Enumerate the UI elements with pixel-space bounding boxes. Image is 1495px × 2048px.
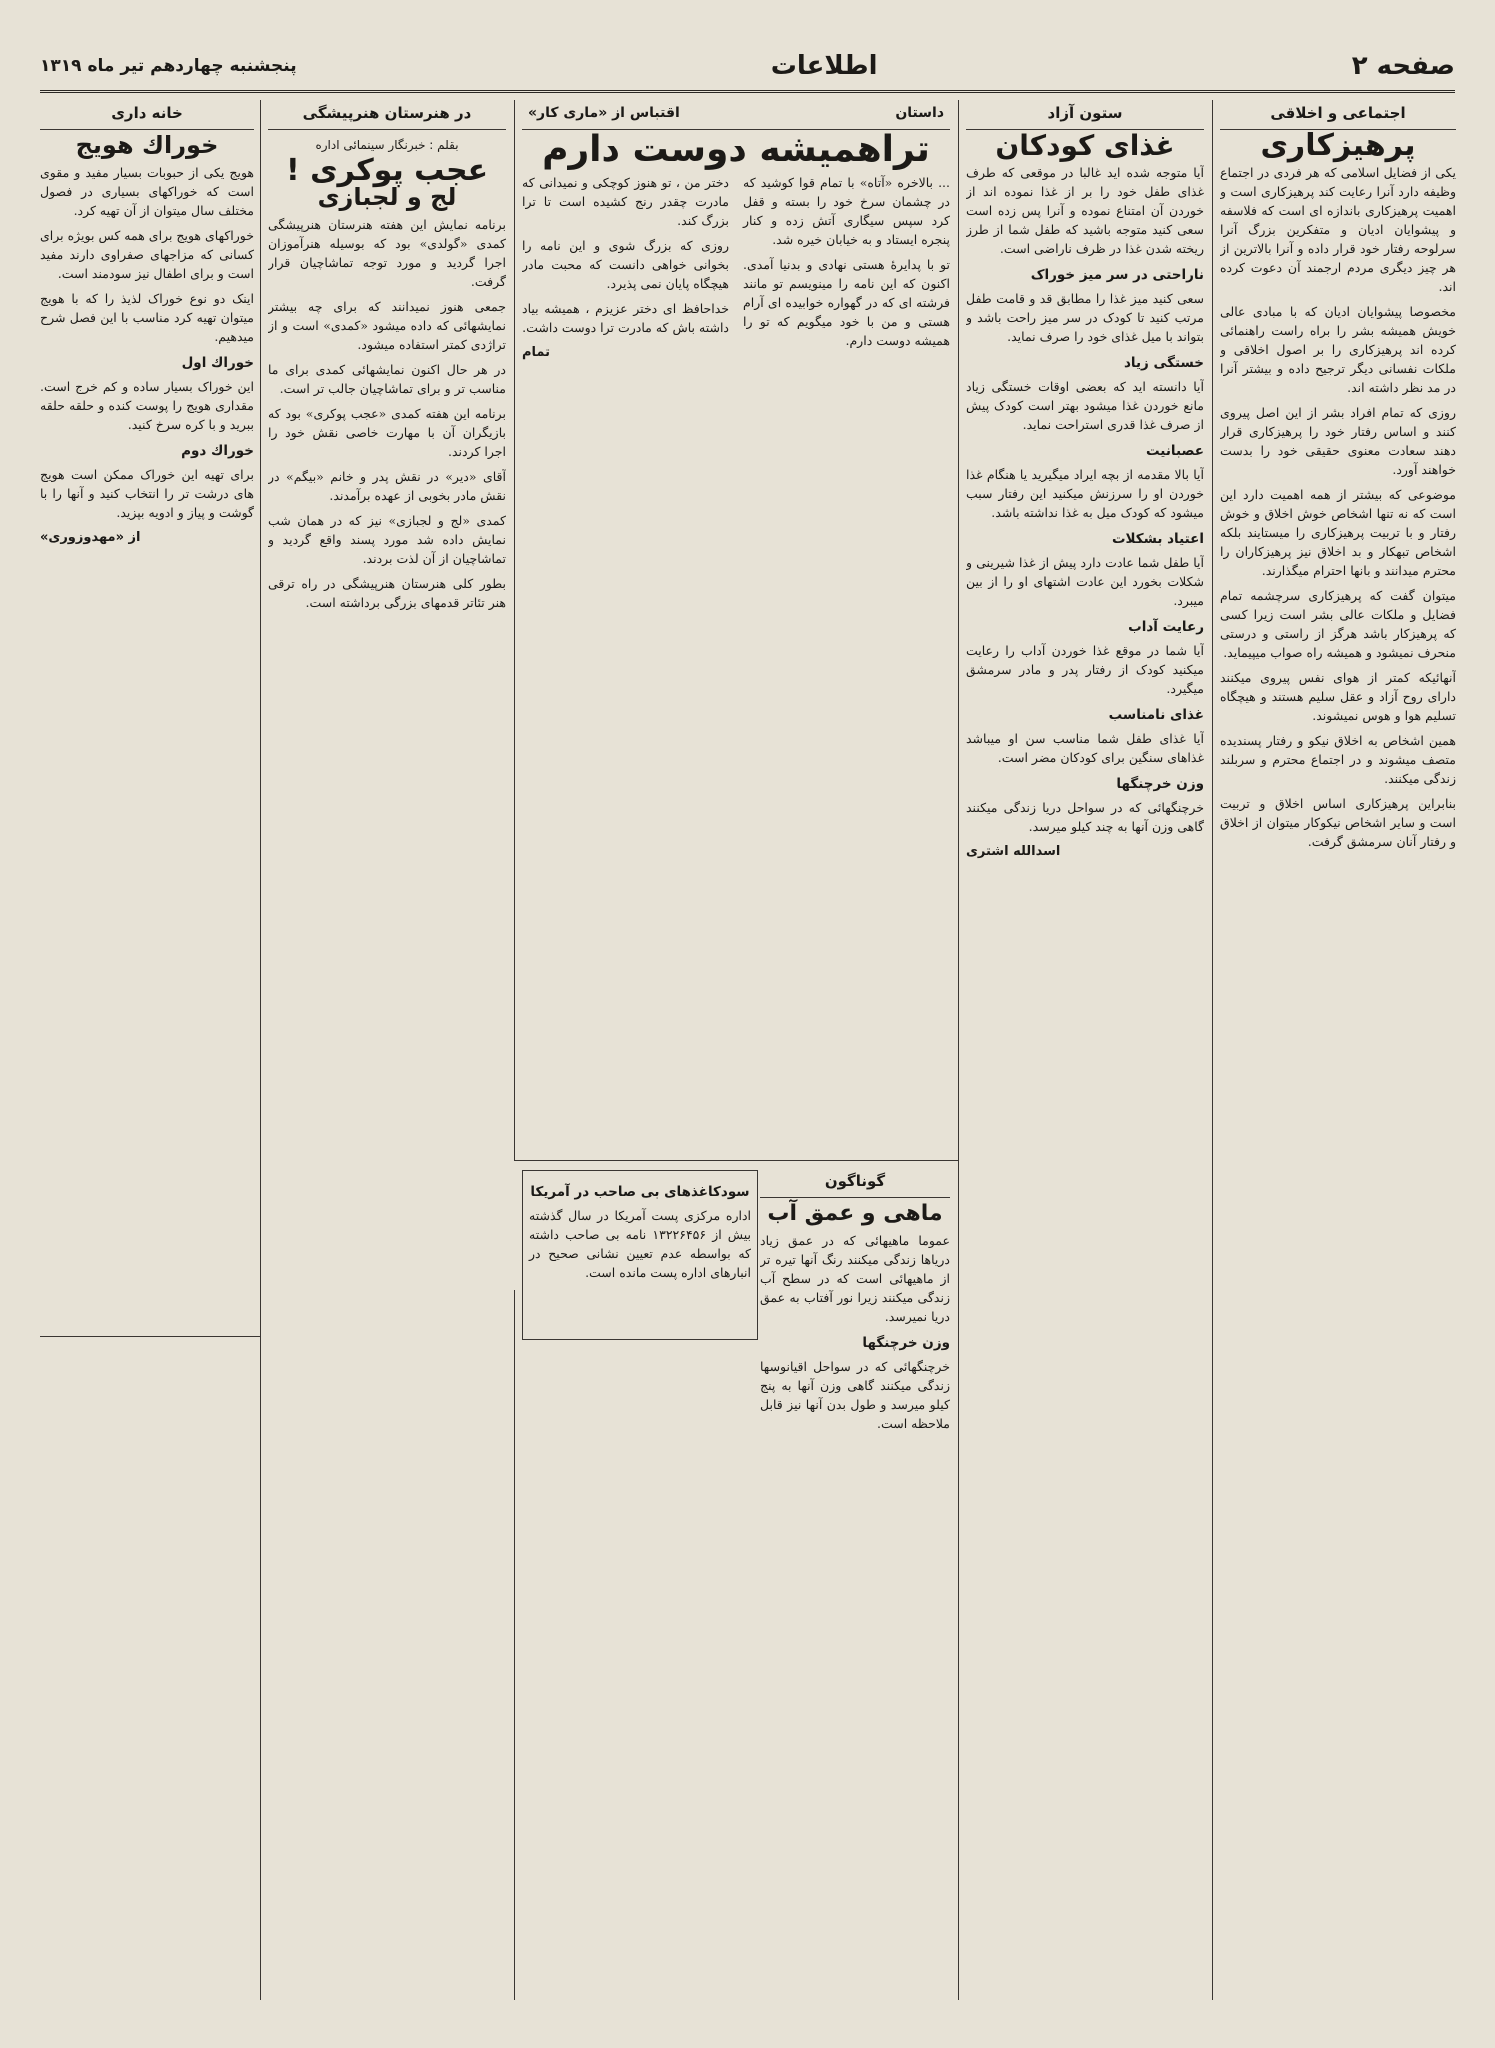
section-label: خانه داری [40,100,254,130]
paragraph: خداحافظ ای دختر عزیزم ، همیشه بیاد داشته باش که مادرت ترا دوست داشت. [522,301,729,335]
subheading: ناراحتی در سر میز خوراک [1030,267,1204,283]
paragraph: یکی از فضایل اسلامی که هر فردی در اجتماع وظیفه دارد آنرا رعایت کند پرهیزکاری است و اهمیت پرهیزکاری باندازه ای است که فلاسفه و پیشوایان ادیان و متفکرین بزرگ آنرا سرلوحه رفتار خود قرار داده و آنرا بالاترین از هر چیز دیگری مردم ارجمند آن دعوت کرده اند. [1220,165,1456,294]
subheading: خستگی زیاد [1123,355,1204,371]
column-story [522,100,950,1150]
paragraph: مخصوصا پیشوایان ادیان که با مبادی عالی خویش همیشه بشر را براه راست راهنمائی کرده اند پرهیزکاری را بر اصول اخلاقی و ملکات نفسانی دیگر ترجیح داده و بیشتر آنرا در مد نظر داشته اند. [1220,304,1456,395]
article-title: ماهی و عمق آب [767,1201,943,1226]
author-signature: اسدالله اشتری [966,844,1061,859]
article-title: عجب پوکری ! [285,153,489,188]
page-number: صفحه ۲ [1351,51,1455,81]
paragraph: آیا دانسته اید که بعضی اوقات خستگی زیاد مانع خوردن غذا میشود بهتر است کودک پیش از صرف غذا قدری استراحت نماید. [966,379,1204,432]
paragraph: برنامه نمایش این هفته هنرستان هنرپیشگی کمدی «گولدی» بود که بوسیله هنرآموزان اجرا گردید و مورد توجه تماشاچیان قرار گرفت. [268,217,506,289]
paragraph: آقای «دیر» در نقش پدر و خانم «بیگم» در نقش مادر بخوبی از عهده برآمدند. [268,469,506,503]
subheading: خوراك دوم [181,443,254,459]
paragraph: روزی که بزرگ شوی و این نامه را بخوانی خواهی دانست که محبت مادر هیچگاه پایان نمی پذیرد. [522,238,729,291]
paragraph: ... بالاخره «آتاه» با تمام قوا کوشید که در چشمان سرخ خود را بسته و قفل کرد سپس سیگاری آتش زده و کنار پنجره ایستاد و به خیابان خیره شد. [743,175,950,247]
article-title: غذای کودکان [995,129,1175,162]
paragraph: خرچنگهائی که در سواحل اقیانوسها زندگی میکنند گاهی وزن آنها به پنج کیلو میرسد و طول بدن آنها نیز قابل ملاحظه است. [760,1359,950,1431]
column-rule [958,100,959,2000]
subheading: عصبانیت [1146,443,1204,459]
paragraph: اداره مرکزی پست آمریکا در سال گذشته بیش از ۱۳۲۲۶۴۵۶ نامه بی صاحب داشته که بواسطه عدم تعیین نشانی صحیح در انبارهای اداره پست مانده است. [529,1208,751,1280]
paragraph: همین اشخاص به اخلاق نیکو و رفتار پسندیده متصف میشوند و در اجتماع محترم و سربلند زندگی میکنند. [1220,733,1456,786]
section-rule [40,1336,260,1337]
section-label: ستون آزاد [966,100,1204,130]
column-rule [260,100,261,2000]
paragraph: بطور کلی هنرستان هنرپیشگی در راه ترقی هنر تئاتر قدمهای بزرگی برداشته است. [268,576,506,610]
column-rule [1212,100,1213,2000]
column-ethics [1220,100,1456,2000]
paragraph: آیا بالا مقدمه از بچه ایراد میگیرید یا هنگام غذا خوردن او را سرزنش میکنید این رفتار سبب میشود که کودک میل به غذا نداشته باشد. [966,467,1204,520]
paragraph: خوراکهای هویج برای همه کس بویژه برای کسانی که مزاجهای صفراوی دارند مفید است و برای اطفال نیز سودمند است. [40,228,254,281]
paragraph: برنامه این هفته کمدی «عجب پوکری» بود که بازیگران آن با مهارت خاصی نقش خود را اجرا کردند. [268,406,506,459]
section-label: در هنرستان هنرپیشگی [268,100,506,130]
column-children-food [966,100,1204,2000]
column-rule [514,100,515,1160]
article-source: از «مهدوزوری» [40,530,141,545]
paragraph: جمعی هنوز نمیدانند که برای چه بیشتر نمایشهائی که داده میشود «کمدی» است و از تراژدی کمتر استفاده میشود. [268,299,506,352]
paragraph: اینک دو نوع خوراک لذیذ را که با هویج میتوان تهیه کرد مناسب با این فصل شرح میدهیم. [40,291,254,344]
story-end: تمام [522,345,551,360]
paragraph: بنابراین پرهیزکاری اساس اخلاق و تربیت است و سایر اشخاص نیکوکار میتوان از اخلاق و رفتار آنان سرمشق گرفت. [1220,796,1456,849]
paragraph: آیا شما در موقع غذا خوردن آداب را رعایت میکنید کودک از رفتار پدر و مادر سرمشق میگیرد. [966,643,1204,696]
section-rule [514,1160,958,1161]
paragraph: این خوراک بسیار ساده و کم خرج است. مقداری هویج را پوست کنده و حلقه حلقه ببرید و با کره سرخ کنید. [40,379,254,432]
newspaper-name: اطلاعات [770,51,878,81]
paragraph: موضوعی که بیشتر از همه اهمیت دارد این است که نه تنها اشخاص خوش اخلاق و خوش رفتار و با تربیت پرهیزکاری را میستایند بلکه اشخاص تبهکار و بد اخلاق نیز پرهیزکاران را محترم میدانند و بانها احترام میگذارند. [1220,487,1456,578]
source-label: اقتباس از «ماری کار» [528,105,680,121]
column-housekeeping [40,100,254,1330]
subheading: خوراك اول [181,355,254,371]
subheading: وزن خرچنگها [862,1335,950,1351]
article-title: تراهمیشه دوست دارم [542,129,930,170]
notice-title: سودکاغذهای بی صاحب در آمریکا [530,1184,750,1200]
paragraph: در هر حال اکنون نمایشهائی کمدی برای ما مناسب تر و برای تماشاچیان جالب تر است. [268,362,506,396]
section-label: گوناگون [760,1168,950,1198]
paragraph: برای تهیه این خوراک ممکن است هویج های درشت تر را انتخاب کنید و آنها را با گوشت و پیاز و ادویه بپزید. [40,467,254,520]
subheading: اعتیاد بشکلات [1111,531,1204,547]
section-label: اجتماعی و اخلاقی [1220,100,1456,130]
issue-date: پنجشنبه چهاردهم تیر ماه ۱۳۱۹ [40,56,297,76]
paragraph: میتوان گفت که پرهیزکاری سرچشمه تمام فضایل و ملکات عالی بشر است زیرا کسی که پرهیزکار باشد هرگز از راستی و درستی منحرف نمیشود و همیشه راه صواب میپیماید. [1220,588,1456,660]
masthead [40,42,1455,93]
column-rule [514,1290,515,2000]
subheading: غذای نامناسب [1108,707,1204,723]
story-body [522,173,950,362]
paragraph: آیا غذای طفل شما مناسب سن او میباشد غذاهای سنگین برای کودکان مضر است. [966,731,1204,765]
article-title: خوراك هويج [75,131,219,159]
paragraph: سعی کنید میز غذا را مطابق قد و قامت طفل مرتب کنید تا کودک در سر میز راحت باشد و بتواند با میل غذای خود را صرف نماید. [966,291,1204,344]
story-kicker [522,100,950,130]
boxed-notice [522,1170,758,1340]
article-subtitle: لج و لجبازی [317,183,457,211]
paragraph: دختر من ، تو هنوز کوچکی و نمیدانی که مادرت چقدر رنج کشیده است تا ترا بزرگ کند. [522,175,729,228]
subheading: وزن خرچنگها [1116,776,1204,792]
byline: بقلم : خبرنگار سینمائی اداره [315,138,459,152]
paragraph: کمدی «لج و لجبازی» نیز که در همان شب نمایش داده شد مورد پسند واقع گردید و تماشاچیان از آن لذت بردند. [268,513,506,566]
paragraph: آنهائیکه کمتر از هوای نفس پیروی میکنند دارای روح آزاد و عقل سلیم هستند و هیچگاه تسلیم هوا و هوس نمیشوند. [1220,670,1456,723]
paragraph: عموما ماهیهائی که در عمق زیاد دریاها زندگی میکنند رنگ آنها تیره تر از ماهیهائی است که در سطح آب زندگی میکنند زیرا نور آفتاب به عمق دریا نمیرسد. [760,1233,950,1324]
column-theater [268,100,506,2000]
paragraph: روزی که تمام افراد بشر از این اصل پیروی کنند و اساس رفتار خود را پرهیزکاری قرار دهند سعادت معنوی حقیقی خود را بدست خواهند آورد. [1220,405,1456,477]
paragraph: هویج یکی از حبوبات بسیار مفید و مقوی است که خوراکهای بسیاری در فصول مختلف سال میتوان از آن تهیه کرد. [40,165,254,218]
paragraph: تو با پدایرهٔ هستی نهادی و بدنیا آمدی. اکنون که این نامه را مینویسم تو مانند فرشته ای که در گهواره خوابیده ای آرام هستی و من با خود میگویم که تو را همیشه دوست دارم. [743,257,950,348]
subheading: رعایت آداب [1128,619,1204,635]
paragraph: خرچنگهائی که در سواحل دریا زندگی میکنند گاهی وزن آنها به چند کیلو میرسد. [966,800,1204,834]
section-label: داستان [895,105,944,121]
paragraph: آیا متوجه شده اید غالبا در موقعی که طرف غذای طفل خود را بر از غذا نموده اند از خوردن آن امتناع نموده و آنرا پس زده است سعی کنید متوجه باشید که طفل شما از طرز ریخته شدن غذا در ظرف ناراضی است. [966,165,1204,256]
paragraph: آیا طفل شما عادت دارد پیش از غذا شیرینی و شکلات بخورد این عادت اشتهای او را از بین میبرد. [966,555,1204,608]
column-miscellany [760,1168,950,1998]
article-title: پرهیزکاری [1260,128,1416,163]
